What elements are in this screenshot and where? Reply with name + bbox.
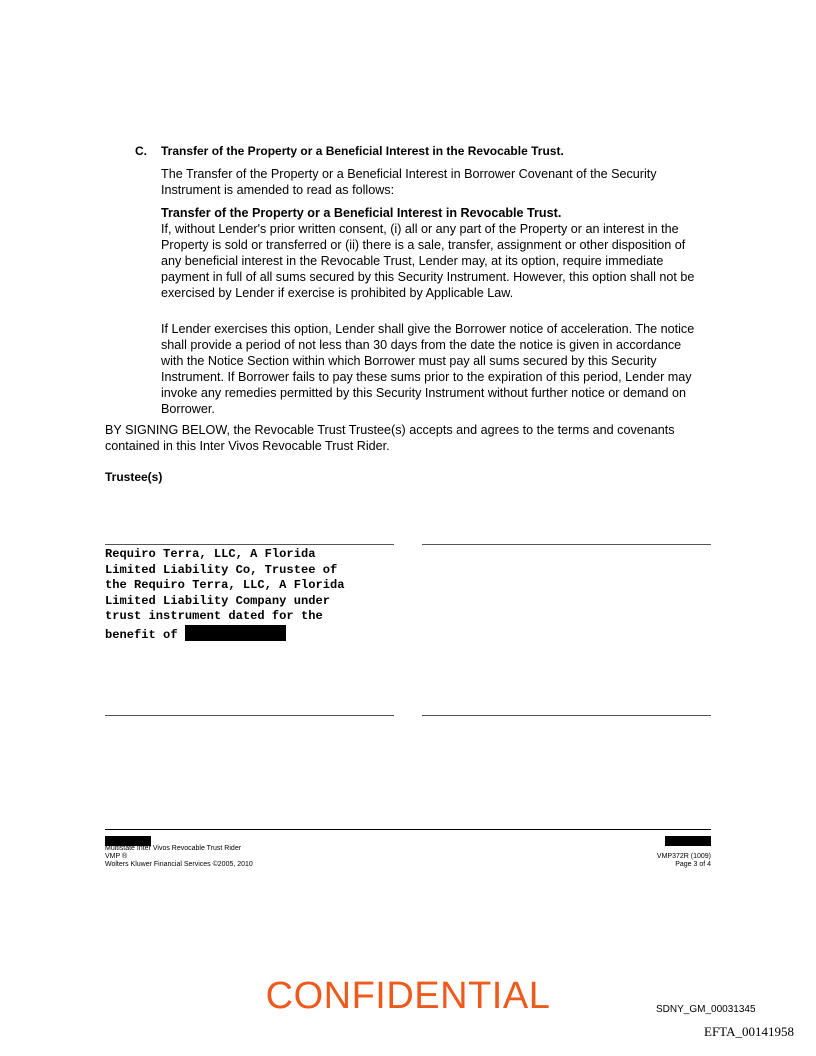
- footer-left: [105, 845, 253, 869]
- footer-redaction-right: [665, 836, 711, 846]
- footer-form-number: VMP372R (1009): [656, 853, 711, 860]
- footer-form-title: Multistate Inter Vivos Revocable Trust Rider: [105, 845, 242, 852]
- bates-number-primary: SDNY_GM_00031345: [656, 1004, 756, 1015]
- footer-vmp: VMP ®: [105, 853, 128, 860]
- redaction-bar: [185, 625, 286, 641]
- confidential-stamp: CONFIDENTIAL: [265, 975, 551, 1017]
- transfer-clause: [161, 205, 706, 301]
- signature-line-left-2: [105, 715, 394, 716]
- section-heading: [135, 144, 564, 158]
- trustee-name: Requiro Terra, LLC, A Florida Limited Liability Co, Trustee of the Requiro Terra, LLC, A Florida Limited Liability Company under trust instrument dated for the benefit of: [105, 547, 345, 642]
- by-signing-statement: BY SIGNING BELOW, the Revocable Trust Trustee(s) accepts and agrees to the terms and covenants contained in this Inter Vivos Revocable Trust Rider.: [105, 423, 675, 453]
- trustees-label: Trustee(s): [105, 470, 163, 484]
- section-letter: C.: [135, 144, 147, 158]
- clause-heading: Transfer of the Property or a Beneficial Interest in Revocable Trust.: [161, 206, 562, 220]
- notice-paragraph: If Lender exercises this option, Lender shall give the Borrower notice of acceleration. The notice shall provide a period of not less than 30 days from the date the notice is given in accordance with the Notice Section within which Borrower must pay all sums secured by this Security Instrument. If Borrower fails to pay these sums prior to the expiration of this period, Lender may invoke any remedies permitted by this Security Instrument without further notice or demand on Borrower.: [161, 322, 695, 416]
- trustee-name-block: [105, 547, 395, 644]
- bates-number-secondary: EFTA_00141958: [704, 1024, 794, 1039]
- footer-right: [657, 853, 711, 869]
- section-title: Transfer of the Property or a Beneficial Interest in the Revocable Trust.: [161, 144, 564, 158]
- footer-publisher: Wolters Kluwer Financial Services ©2005, 2010: [105, 861, 253, 868]
- signature-line-left-1: [105, 544, 394, 545]
- signature-line-right-2: [422, 715, 711, 716]
- footer-rule: [105, 829, 711, 830]
- clause-body: If, without Lender's prior written consent, (i) all or any part of the Property or an interest in the Property is sold or transferred or (ii) there is a sale, transfer, assignment or other disposition of any beneficial interest in the Revocable Trust, Lender may, at its option, require immediate payment in full of all sums secured by this Security Instrument. However, this option shall not be exercised by Lender if exercise is prohibited by Applicable Law.: [161, 222, 695, 300]
- footer-page-number: Page 3 of 4: [675, 861, 711, 868]
- signature-line-right-1: [422, 544, 711, 545]
- intro-paragraph: The Transfer of the Property or a Beneficial Interest in Borrower Covenant of the Security Instrument is amended to read as follows:: [161, 167, 657, 197]
